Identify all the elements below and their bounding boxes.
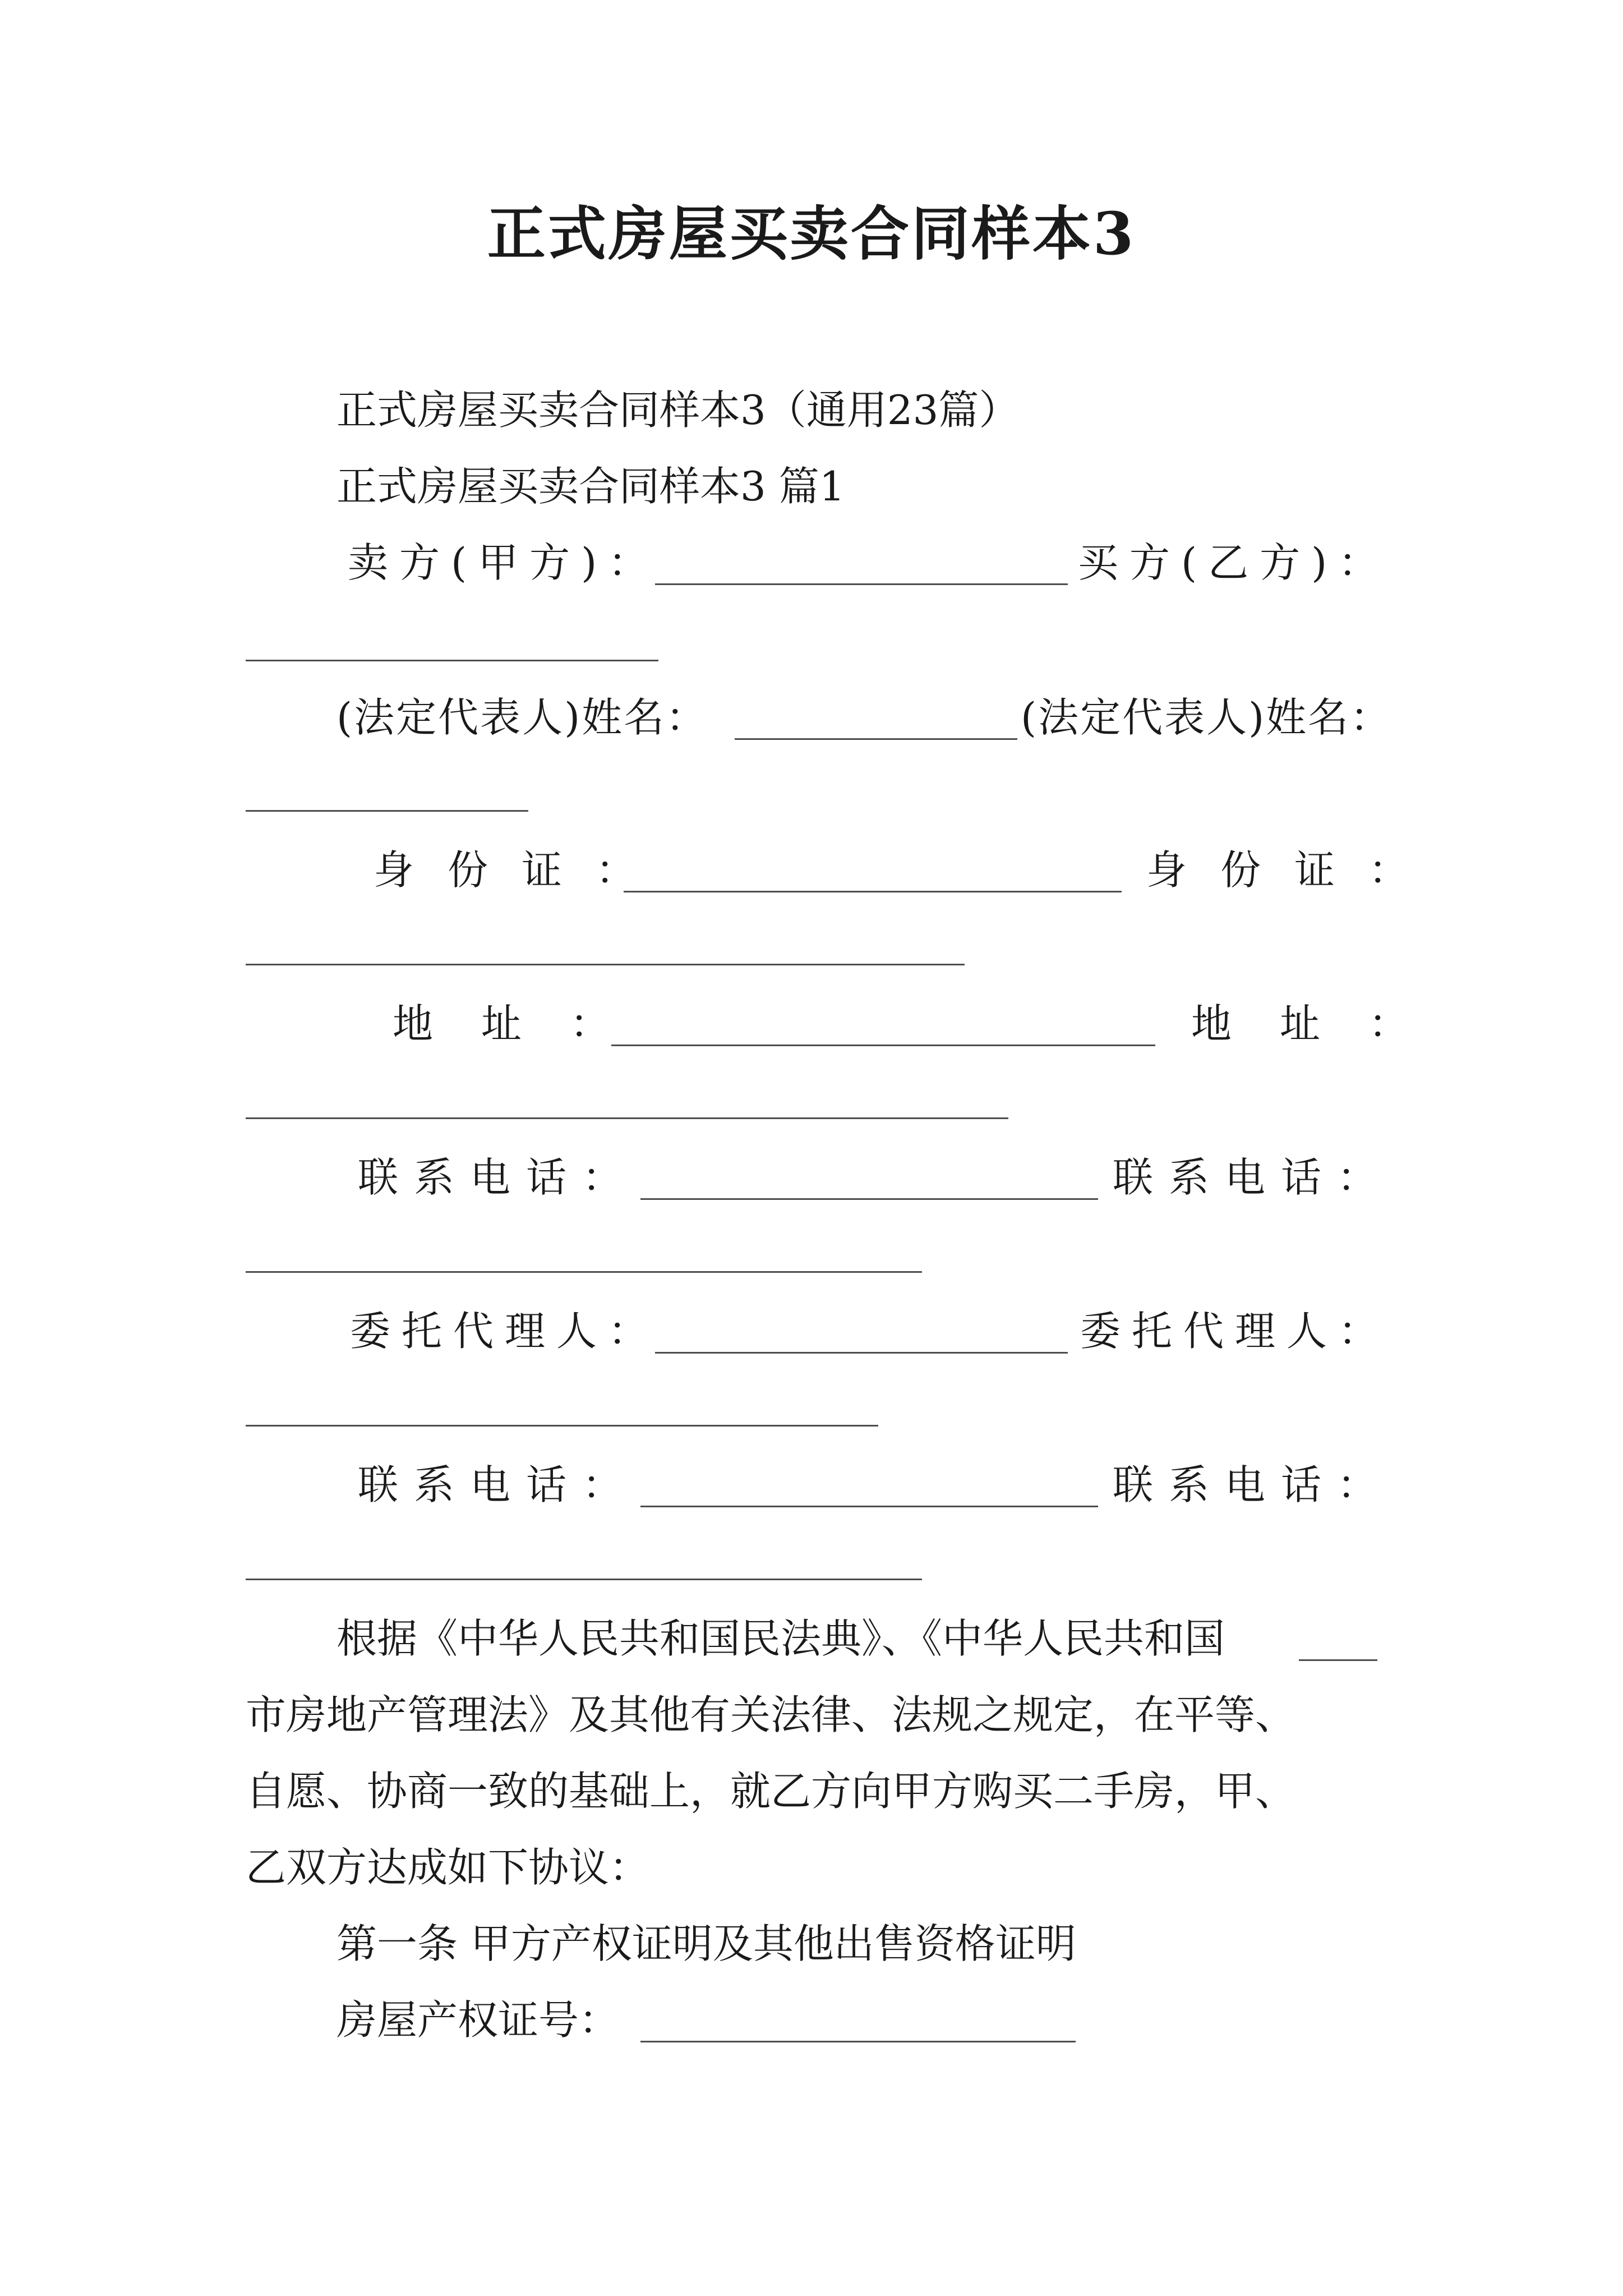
- agent-phone-buyer-blank[interactable]: [246, 1579, 922, 1580]
- legal-rep-buyer-blank[interactable]: [246, 810, 528, 812]
- document-title: 正式房屋买卖合同样本3: [487, 199, 1136, 268]
- agent-phone-seller-blank[interactable]: [640, 1506, 1098, 1507]
- legal-rep-seller-label: (法定代表人)姓名：: [336, 694, 708, 741]
- article-heading: 第一条 甲方产权证明及其他出售资格证明: [336, 1920, 1076, 1967]
- id-card-buyer-blank[interactable]: [246, 964, 965, 965]
- address-seller-label: 地址：: [393, 1000, 659, 1047]
- agent-seller-label: 委托代理人：: [350, 1308, 660, 1355]
- cert-label: 房屋产权证号：: [336, 1996, 620, 2044]
- phone-buyer-blank[interactable]: [246, 1271, 922, 1273]
- address-buyer-label: 地址：: [1191, 1000, 1458, 1047]
- seller-label: 卖方(甲方)：: [348, 539, 660, 586]
- agent-buyer-blank[interactable]: [246, 1425, 878, 1427]
- address-seller-blank[interactable]: [611, 1045, 1155, 1046]
- agent-phone-buyer-label: 联系电话：: [1113, 1461, 1394, 1508]
- section-heading: 正式房屋买卖合同样本3 篇1: [336, 463, 845, 510]
- legal-rep-seller-blank[interactable]: [735, 738, 1017, 740]
- phone-seller-blank[interactable]: [640, 1198, 1098, 1200]
- paragraph-line: 市房地产管理法》及其他有关法律、法规之规定，在平等、: [246, 1691, 1296, 1738]
- paragraph-line: 乙双方达成如下协议：: [246, 1844, 650, 1891]
- legal-rep-buyer-label: (法定代表人)姓名：: [1021, 694, 1393, 741]
- phone-seller-label: 联系电话：: [358, 1154, 639, 1201]
- id-card-buyer-label: 身份证：: [1146, 846, 1443, 894]
- paragraph-line: 根据《中华人民共和国民法典》、《中华人民共和国: [336, 1615, 1225, 1662]
- address-buyer-blank[interactable]: [246, 1117, 1008, 1119]
- cert-number-blank[interactable]: [640, 2041, 1076, 2042]
- seller-blank[interactable]: [655, 583, 1068, 585]
- buyer-blank[interactable]: [246, 660, 658, 661]
- document-subtitle: 正式房屋买卖合同样本3（通用23篇）: [336, 386, 1020, 434]
- agent-seller-blank[interactable]: [655, 1352, 1068, 1354]
- agent-phone-seller-label: 联系电话：: [358, 1461, 639, 1508]
- city-blank[interactable]: [1299, 1659, 1377, 1661]
- buyer-label: 买方(乙方)：: [1078, 539, 1390, 586]
- agent-buyer-label: 委托代理人：: [1080, 1308, 1390, 1355]
- paragraph-line: 自愿、协商一致的基础上，就乙方向甲方购买二手房，甲、: [246, 1768, 1296, 1815]
- id-card-seller-label: 身份证：: [374, 846, 670, 894]
- phone-buyer-label: 联系电话：: [1113, 1154, 1394, 1201]
- id-card-seller-blank[interactable]: [624, 891, 1122, 892]
